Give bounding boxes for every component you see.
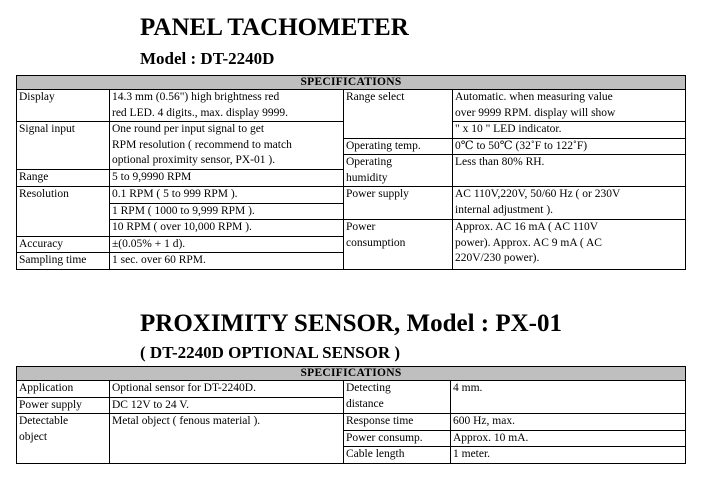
power-consump-label: Power consump. xyxy=(344,430,451,447)
sensor-subtitle: ( DT-2240D OPTIONAL SENSOR ) xyxy=(140,343,401,362)
op-temp-value: 0℃ to 50℃ (32˚F to 122˚F) xyxy=(453,138,686,155)
detecting-distance-label: Detecting distance xyxy=(344,381,451,414)
response-time-value: 600 Hz, max. xyxy=(451,414,686,431)
resolution-label: Resolution xyxy=(17,187,110,237)
sampling-time-label: Sampling time xyxy=(17,253,110,270)
cable-length-label: Cable length xyxy=(344,447,451,464)
power-supply-value: AC 110V,220V, 50/60 Hz ( or 230V internal adjustment ). xyxy=(453,187,686,220)
sensor-power-supply-label: Power supply xyxy=(17,397,110,414)
cable-length-value: 1 meter. xyxy=(451,447,686,464)
resolution-value-1: 0.1 RPM ( 5 to 999 RPM ). xyxy=(110,187,344,204)
op-humidity-value: Less than 80% RH. xyxy=(453,155,686,187)
application-label: Application xyxy=(17,381,110,398)
range-select-spacer xyxy=(344,122,453,139)
tachometer-spec-table xyxy=(16,75,686,270)
sensor-power-supply-value: DC 12V to 24 V. xyxy=(110,397,344,414)
detectable-object-value: Metal object ( fenous material ). xyxy=(110,414,344,464)
application-value: Optional sensor for DT-2240D. xyxy=(110,381,344,398)
range-value: 5 to 9,9990 RPM xyxy=(110,169,344,186)
response-time-label: Response time xyxy=(344,414,451,431)
range-select-value: Automatic. when measuring value over 9999 RPM. display will show xyxy=(453,90,686,122)
accuracy-value: ±(0.05% + 1 d). xyxy=(110,236,344,253)
sensor-spec-table xyxy=(16,366,686,464)
detecting-distance-value: 4 mm. xyxy=(451,381,686,414)
tachometer-model: Model : DT-2240D xyxy=(140,49,275,68)
range-select-label: Range select xyxy=(344,90,453,122)
resolution-value-3: 10 RPM ( over 10,000 RPM ). xyxy=(110,220,344,237)
resolution-value-2: 1 RPM ( 1000 to 9,999 RPM ). xyxy=(110,203,344,220)
spec-header: SPECIFICATIONS xyxy=(17,76,686,90)
tachometer-title: PANEL TACHOMETER xyxy=(140,14,409,41)
sensor-title: PROXIMITY SENSOR, Model : PX-01 xyxy=(140,310,562,337)
power-supply-label: Power supply xyxy=(344,187,453,220)
power-consumption-value: Approx. AC 16 mA ( AC 110V power). Approx. AC 9 mA ( AC 220V/230 power). xyxy=(453,220,686,270)
power-consumption-label: Power consumption xyxy=(344,220,453,270)
accuracy-label: Accuracy xyxy=(17,236,110,253)
signal-input-label: Signal input xyxy=(17,122,110,170)
op-temp-label: Operating temp. xyxy=(344,138,453,155)
range-label: Range xyxy=(17,169,110,186)
op-humidity-label: Operating humidity xyxy=(344,155,453,187)
detectable-object-label: Detectable object xyxy=(17,414,110,464)
power-consump-value: Approx. 10 mA. xyxy=(451,430,686,447)
display-value: 14.3 mm (0.56") high brightness red red LED. 4 digits., max. display 9999. xyxy=(110,90,344,122)
display-label: Display xyxy=(17,90,110,122)
range-select-value-3: " x 10 " LED indicator. xyxy=(453,122,686,139)
sampling-time-value: 1 sec. over 60 RPM. xyxy=(110,253,344,270)
sensor-spec-header: SPECIFICATIONS xyxy=(17,367,686,381)
signal-input-value: One round per input signal to get RPM resolution ( recommend to match optional proximity sensor, PX-01 ). xyxy=(110,122,344,170)
